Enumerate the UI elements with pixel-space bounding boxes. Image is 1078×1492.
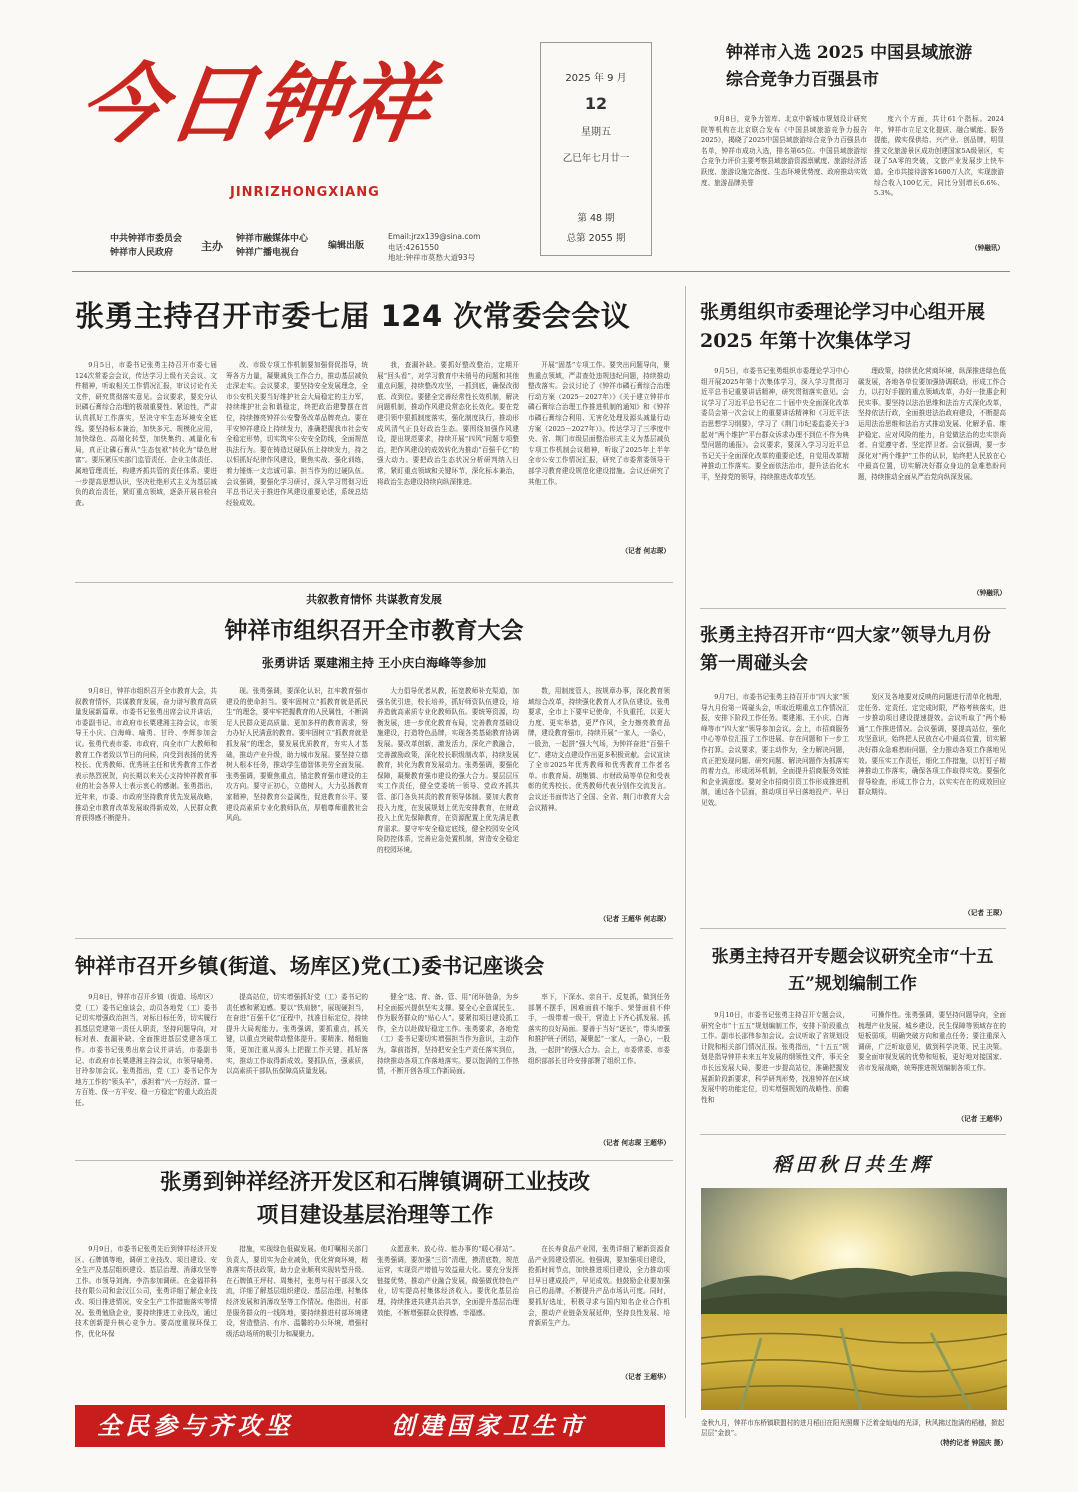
photo-title: 稻田秋日共生辉 bbox=[772, 1154, 934, 1176]
article-standing-committee-col1: 9月5日，市委书记张勇主持召开市委七届124次常委会会议，传达学习上级有关会议、文件精神，听取相关工作情况汇报，审议讨论有关文件，研究贯彻落实意见。会议要求，要充分认识磷石膏综合治理的极端重要性、紧迫性，严肃认真抓好工作落实，坚决守牢生态环境安全底线。要坚持标本兼治，加快多元、规模化应用，加快绿色、高端化转型，加快集约、减量化布局，真正让磷石膏从“生态包袱”转化为“绿色财富”。要压紧压实部门监管责任、企业主体责任、属地管理责任，构建齐抓共管的责任体系。要进一步提高思想认识，坚决杜绝形式主义为基层减负的政治责任，紧盯重点领域，逐条开展自检自查。 bbox=[75, 361, 217, 507]
article-survey-col3: 众愿意来、放心待、能办事的“暖心驿站”。张勇强调，要加强“三资”清理，摸清底数，规范运营，实现资产增值与效益最大化。要充分发挥链接优势，推动产业融合发展，做强做优特色产业，切实提高村集体经济收入。要优化基层治理，持续推进共建共治共享，全面提升基层治理效能，不断增强群众获得感、幸福感。 bbox=[377, 1245, 519, 1317]
dateline-lunar: 乙巳年七月廿一 bbox=[562, 153, 630, 164]
photo-caption bbox=[701, 1418, 1007, 1448]
article-planning-col2: 可操作性。张勇强调，要坚持问题导向，全面梳理产业发展、城乡建设、民生保障等领域存在的短板弱项，明确突破方向和重点任务；要注重深入调研，广泛听取意见，做到科学决策、民主决策。要全面审视发展的优势和短板，更好地对接国家、省市发展战略，统筹推进规划编制各项工作。 bbox=[858, 1011, 1006, 1072]
article-weekly-meeting-col1: 9月7日，市委书记张勇主持召开市“四大家”领导九月份第一周碰头会，听取近期重点工作情况汇报，安排下阶段工作任务。粟建湘、王小庆、白海峰等市“四大家”领导参加会议。会上，市招商服务中心等单位汇报了工作进展、存在问题和下一步工作打算。会议要求，要主动作为，全力解决问题，真正把发现问题、研究问题、解决问题作为抓落实的着力点，形成闭环机制，全面提升招商服务效能和企业满意度。要对全市招商引资工作形成推进机制，通过各个层面，推动项目早日落地投产、早日见效。 bbox=[701, 693, 849, 807]
rice-field-illustration bbox=[701, 1188, 1007, 1410]
dateline-box bbox=[540, 42, 652, 256]
contact-email: Email:jrzx139@sina.com bbox=[388, 232, 481, 241]
publisher-line-2: 钟祥广播电视台 bbox=[236, 248, 300, 258]
article-planning-col1: 9月10日，市委书记张勇主持召开专题会议，研究全市“十五五”规划编制工作，安排下阶段重点工作。副市长邵伟参加会议。会议听取了省规划设计院和相关部门情况汇报。张勇指出，“十五五”规划是指导钟祥未来五年发展的纲领性文件，事关全市长远发展大局，要进一步提高站位，准确把握发展新阶段新要求，科学研判形势，找准钟祥在区域发展中的功能定位，切实增强规划的战略性、前瞻性和 bbox=[701, 1011, 849, 1104]
article-education-subtitle: 张勇讲话 粟建湘主持 王小庆白海峰等参加 bbox=[261, 656, 487, 670]
newspaper-logo: 今日钟祥 bbox=[72, 54, 440, 155]
contact-address: 地址:钟祥市莫愁大道93号 bbox=[388, 253, 476, 262]
article-secretaries-title: 钟祥市召开乡镇(街道、场库区)党(工)委书记座谈会 bbox=[75, 954, 545, 978]
article-county-tourism-col1: 9月8日，竞争力智库、北京中新城市规划设计研究院等机构在北京联合发布《中国县域旅游竞争力报告2025》，揭晓了2025中国县域旅游综合竞争力百强县市名单，钟祥市成功入选，排名第65位。中国县域旅游综合竞争力评价主要考察县域旅游资源禀赋度、旅游经济活跃度、旅游设施完备度、生态环境优势度、政府推动实效度、旅游品牌美誉 bbox=[701, 115, 867, 187]
photo-caption-text: 金秋九月，钟祥市东桥镇联盟村的进月稻田在阳光照耀下泛着金灿灿的光泽，秋风拂过饱满的稻穗，掀起层层“金浪”。 bbox=[701, 1419, 1005, 1437]
article-standing-committee-col3: 我，查漏补缺。要抓好整改整治，定期开展“回头看”，对学习教育中未销号的问题和其他重点问题，持续整改攻坚，一抓到底，确保改彻底、改到位。要健全完善经常性长效机制，解决问题机制，推动作风建设常态化长效化。要在党建引领中狠抓制度落实，强化制度执行，推动形成风清气正良好政治生态。要围绕加强作风建设，提出规范要求，持续开展“四风”问题专项整治，把作风建设的成效转化为推动“百强千亿”的强大动力。要把政治生态状况分析研判纳入日常，紧盯重点领域和关键环节，深化标本兼治，将政治生态建设持续向纵深推进。 bbox=[377, 361, 519, 486]
article-standing-committee-byline: （记者 何志琛） bbox=[621, 547, 670, 555]
article-secretaries-byline: （记者 何志琛 王超华） bbox=[599, 1139, 670, 1147]
publisher-block bbox=[236, 232, 308, 260]
article-education-col4: 数，用制度管人，按规章办事，深化教育领域综合改革，持续强化教育人才队伍建设。张勇要求，全市上下要牢记使命，不负重托，以更大力度、更实举措，更严作风，全力擦亮教育品牌，建设教育强市，持续开展“一家人，一条心，一股劲，一起拼”强大气场，为钟祥奋进“百强千亿”、建功支点建设作出更多积极贡献。会议宣读了全市2025年优秀教师和优秀教育工作者名单。市教育局、胡集镇、市财政局等单位和受表彰的优秀校长、优秀教师代表分别作交流发言。会议还书面传达了全国、全省、荆门市教育大会会议精神。 bbox=[528, 687, 670, 812]
publisher-line-1: 钟祥市融媒体中心 bbox=[236, 234, 309, 244]
article-county-tourism-byline: （钟融讯） bbox=[971, 244, 1004, 252]
contact-phone: 电话:4261550 bbox=[388, 242, 439, 252]
article-survey-col2: 措施，实现绿色低碳发展。他叮嘱相关部门负责人，要切实为企业减负，优化营商环境，精准落实帮扶政策，助力企业顺利实现转型升级。在石牌镇王坪村、周集村，张勇与村干部深入交流，详细了解基层组织建设、基层治理、村集体经济发展和消薄攻坚等工作情况。他指出，村部是服务群众的一线阵地，要持续推进村部环境建设，营造整洁、有序、温馨的办公环境，增强村级活动场所的吸引力和凝聚力。 bbox=[226, 1245, 368, 1338]
dateline-weekday: 星期五 bbox=[581, 127, 611, 138]
slogan-right: 创建国家卫生市 bbox=[391, 1411, 587, 1440]
article-survey-col1: 9月9日，市委书记张勇先后到钟祥经济开发区、石牌镇等地，调研工业技改、项目建设、安全生产及基层组织建设、基层治理、消薄攻坚等工作。市领导刘海、李浩参加调研。在金福祥科技有限公司和金汉江公司，张勇详细了解企业技改、项目推进情况，安全生产工作措施落实等情况。张勇勉励企业，要持续推进工业技改，通过技术创新提升核心竞争力。要高度重视环保工作，优化环保 bbox=[75, 1245, 217, 1338]
article-secretaries-col2: 提高站位，切实增强抓好党（工）委书记的责任感和紧迫感。要以“铁肩膀”，展现硬担当，在奋进“百强千亿”征程中，找准目标定位，持续提升大局观能力。张勇强调，要抓重点，抓关键，以重点突破带动整体提升。要精准、精细施策，更加注重从源头上把握工作关键，抓好落实，推动工作取得新成效。要抓队伍，强素质，以高素质干部队伍保障高质量发展。 bbox=[226, 993, 368, 1076]
article-survey-col4: 在长寿食品产业园，张勇详细了解新资源食品产业园建设情况。他强调，要加强项目建设，抢抓时间节点，加快推进项目建设，全力推动项目早日建成投产，早见成效。他鼓励企业要加强自己的品牌，不断提升产品市场认可度。同时，要抓好选址，积极寻求与国内知名企业合作机会，推动产业链条发展延伸，坚持良性发展、培育新质生产力。 bbox=[528, 1245, 670, 1328]
dateline-day: 12 bbox=[584, 94, 608, 113]
rice-field-photo bbox=[701, 1188, 1007, 1410]
article-secretaries-col3: 健全“选、育、备、管、用”闭环链条，为乡村全面振兴提供坚实支撑。要全心全意谋民生、作为服务群众的“贴心人”。要紧扣项目建设抓工作，全力以赴做好稳定工作。张勇要求，各地党（工）委书记要切实增强担当作为意识，主动作为，靠前指挥，坚持把安全生产责任落实到位，持续推动各项工作落地落实。要以饱满的工作热情，不断开创各项工作新局面。 bbox=[377, 993, 519, 1076]
publisher-label: 编辑出版 bbox=[328, 241, 365, 251]
divider-2 bbox=[75, 582, 673, 583]
article-survey-title: 张勇到钟祥经济开发区和石牌镇调研工业技改项目建设基层治理等工作 bbox=[159, 1170, 590, 1228]
article-education-col3: 大力倡导优者从教，拓宽教师补充渠道，加强名优引进，校长培养，抓好师资队伍建设，培养造就高素质专业化教师队伍。要统筹资源，均衡发展，进一步优化教育布局，完善教育基础设施建设，打造特色品牌，实现各类基础教育协调发展。要改革创新，激发活力，深化产教融合，完善激励政策，深化校长职级制改革，持续发展教育，转化为教育发展动力。张勇强调，要强化保障，凝聚教育强市建设的强大合力。要层层压实工作责任，健全党委统一领导、党政齐抓共管、部门各负其责的教育领导体制。要加大教育投入力度，在发展规划上优先安排教育，在财政投入上优先保障教育，在资源配置上优先满足教育需求。要守牢安全稳定底线，健全校园安全风险防控体系，完善应急处置机制，营造安全稳定的校园环境。 bbox=[377, 687, 519, 854]
sponsor-block bbox=[110, 232, 182, 260]
article-secretaries-col4: 率下，下深水、亲自干、反复抓，做到任务部署不摆手，困难面前不缩手、荣誉面前不伸手，一级带着一级干，营造上下齐心抓发展、抓落实的良好局面。要善于当好“逐长”，带头增强和推护班子团结，凝聚起“一家人，一条心，一股劲，一起拼”的强大合力。会上，市委常委、市委组织部部长甘玲安排部署了组织工作。 bbox=[528, 993, 670, 1065]
article-county-tourism-title: 钟祥市入选 2025 中国县域旅游综合竞争力百强县市 bbox=[726, 43, 973, 90]
article-theory-study-col2: 理政策，持续优化营商环境，纵深推进绿色低碳发展，各地各单位要加强协调联动，形成工作合力，以打好手握的重点领域改革，办好一批惠企利民实事。要坚持以法治思维和法治方式深化改革，坚持依法行政，全面推进法治政府建设，不断提高运用法治思维和法治方式推动发展、化解矛盾、维护稳定、应对风险的能力，自觉做法治的忠实崇尚者、自觉遵守者、坚定捍卫者。会议强调，要一步深化对“两个维护”工作的认识，始终把人民放在心中最高位置，切实解决好群众身边的急难愁盼问题，持续推动全面从严治党向纵深发展。 bbox=[858, 367, 1006, 481]
divider-6 bbox=[75, 1160, 673, 1161]
article-planning-title: 张勇主持召开专题会议研究全市“十五五”规划编制工作 bbox=[711, 947, 994, 994]
sponsor-label: 主办 bbox=[201, 240, 223, 253]
contact-block bbox=[388, 232, 480, 264]
article-theory-study-col1: 9月5日，市委书记张勇组织市委理论学习中心组开展2025年第十次集体学习，深入学习贯彻习近平总书记重要讲话精神，研究贯彻落实意见。会议学习了习近平总书记在二十届中央全面深化改革委员会第一次会议上的重要讲话精神和《习近平法治思想学习纲要》，学习了《荆门市纪委监委关于3起对“两个维护”平台群众诉求办理不到位不作为典型问题的通报》。会议要求，要深入学习习近平总书记关于全面深化改革的重要论述，自觉用改革精神推动工作落实。要全面依法治市，提升法治化水平，坚持党的领导，持续推进改革攻坚。 bbox=[701, 367, 849, 481]
photo-credit: （特约记者 钟国庆 摄） bbox=[936, 1439, 1007, 1447]
article-education-title: 钟祥市组织召开全市教育大会 bbox=[224, 617, 524, 644]
article-education-kicker: 共叙教育情怀 共谋教育发展 bbox=[306, 593, 442, 606]
article-standing-committee-col4: 开展“固基”专项工作。要突出问题导向，聚焦重点领域，严肃查处违规违纪问题，持续推动整改落实。会议讨论了《钟祥市磷石膏综合治理行动方案（2025－2027年）》《关于建立钟祥市磷石膏综合治理工作推进机制的通知》和《钟祥市磷石膏综合利用、无害化处理及源头减量行动方案（2025－2027年）》。传达学习了三季度中央、省、荆门市级层面整治形式主义为基层减负专项工作机制会议精神，听取了2025年上半年全市公安工作情况汇报，研究了市委常委领导干部学习教育建设规范化建设措施。会议还研究了其他工作。 bbox=[528, 361, 670, 486]
dateline-total: 总第 2055 期 bbox=[566, 233, 626, 244]
article-planning-byline: （记者 王超华） bbox=[957, 1115, 1006, 1123]
article-weekly-meeting-byline: （记者 王琛） bbox=[964, 909, 1006, 917]
article-county-tourism-col2: 度六个方面，共计61个指标。2024年，钟祥市立足文化提质、融合赋能、服务提能，做实保供给、兴产业、创品牌，明显推文化旅游景区成功创建国家5A级景区，实现了5A零的突破，文旅产业发展步上快车道。全市共接待游客1600万人次，实现旅游综合收入100亿元，同比分别增长6.6%、5.3%。 bbox=[874, 115, 1004, 198]
article-education-col2: 现。张勇强调，要深化认识，扛牢教育强市建设的使命担当。要牢固树立“抓教育就是抓民生”的理念，要牢牢把握教育的人民属性，不断满足人民群众更高质量、更加多样的教育需求，努力办好人民满意的教育。要牢固树立“抓教育就是抓发展”的理念，要发展优质教育，夯实人才基础，推动产业升级，助力城市发展。要坚持立德树人根本任务，推动学生德智体美劳全面发展。张勇强调，要聚焦重点，锚定教育强市建设的主攻方向。要守正初心，立德树人，大力弘扬教育家精神，坚持教育公益属性，促进教育公平。要建设高素质专业化教师队伍，厚植尊师重教社会风尚。 bbox=[226, 687, 368, 823]
sponsor-line-1: 中共钟祥市委员会 bbox=[110, 234, 183, 244]
article-education-byline: （记者 王超华 何志琛） bbox=[599, 915, 670, 923]
article-education-col1: 9月8日，钟祥市组织召开全市教育大会，共叙教育情怀，共谋教育发展，奋力谱写教育高质量发展新篇章。市委书记张勇出席会议并讲话，市委副书记、市政府市长粟建湘主持会议，市领导王小庆、白海峰、喻勇、甘玲、李辉参加会议。张勇代表市委、市政府，向全市广大教师和教育工作者致以节日的问候，向受到表扬的优秀校长、优秀教师、优秀班主任和优秀教育工作者表示热烈祝贺，向长期以来关心支持钟祥教育事业的社会各界人士表示衷心的感谢。张勇指出，近年来，市委、市政府坚持教育优先发展战略，推动全市教育改革发展取得新成效，人民群众教育获得感不断提升。 bbox=[75, 687, 217, 823]
divider-5 bbox=[700, 928, 1006, 929]
slogan-left: 全民参与齐攻坚 bbox=[97, 1411, 293, 1440]
slogan-banner bbox=[75, 1405, 665, 1447]
sponsor-line-2: 钟祥市人民政府 bbox=[110, 248, 174, 258]
dateline-year-month: 2025 年 9 月 bbox=[565, 73, 627, 84]
article-standing-committee-title: 张勇主持召开市委七届 124 次常委会会议 bbox=[75, 299, 631, 333]
logo-pinyin: JINRIZHONGXIANG bbox=[230, 185, 380, 200]
article-standing-committee-col2: 改、市级专项工作机制要加强督促指导，统筹各方力量，凝聚减负工作合力，推动基层减负走深走实。会议要求，要坚持安全发展理念，全市公安机关要当好维护社会大局稳定的主力军，持续维护社会和谐稳定，终把政治建警摆在首位，持续擦亮钟祥公安警务改革品牌亮点。要在平安钟祥建设上持续发力，准确把握我市社会安全稳定形势，切实筑牢公安安全防线，全面规范执法行为。要在铸造过硬队伍上持续发力，持之以恒抓好纪律作风建设，聚焦实战、强化训练，着力锤炼一支忠诚可靠、担当作为的过硬队伍。会议强调，要强化学习研讨，深入学习贯彻习近平总书记关于推进作风建设重要论述，系统总结经验成效。 bbox=[226, 361, 368, 507]
divider-3 bbox=[700, 608, 1006, 609]
article-survey-byline: （记者 王超华） bbox=[621, 1373, 670, 1381]
dateline-issue: 第 48 期 bbox=[577, 213, 615, 224]
article-weekly-meeting-title: 张勇主持召开市“四大家”领导九月份第一周碰头会 bbox=[700, 625, 991, 674]
divider-4 bbox=[75, 938, 673, 939]
header-divider bbox=[72, 271, 1010, 272]
divider-7 bbox=[700, 1134, 1006, 1135]
article-secretaries-col1: 9月8日，钟祥市召开乡镇（街道、场库区）党（工）委书记座谈会，动员各地党（工）委书记切实增强政治担当，对标目标任务，切实履行抓基层党建第一责任人职责，坚持问题导向，对标对表、查漏补缺、全面推进基层党建各项工作。市委书记张勇出席会议并讲话，市委副书记、市政府市长粟建湘主持会议，市领导喻勇、甘玲参加会议。张勇指出，党（工）委书记作为地方工作的“领头羊”，承担着“兴一方经济、富一方百姓、保一方平安、稳一方稳定”的重大政治责任。 bbox=[75, 993, 217, 1107]
article-theory-study-byline: （钟融讯） bbox=[973, 589, 1006, 597]
masthead bbox=[70, 40, 540, 270]
article-weekly-meeting-col2: 发区及各地要对反映的问题进行清单化梳理，定任务、定责任、定完成时限，严格考核落实，进一步推动项目建设提速提效。会议听取了“两个畅通”工作推进情况。会议强调，要提高站位，强化攻坚意识，始终把人民放在心中最高位置，切实解决好群众急难愁盼问题，全力推动各项工作落地见效。要压实工作责任，细化工作措施，以钉钉子精神推动工作落实，确保各项工作取得实效。要强化督导检查，形成工作合力，以实实在在的成效回应群众期待。 bbox=[858, 693, 1006, 797]
article-theory-study-title: 张勇组织市委理论学习中心组开展 2025 年第十次集体学习 bbox=[700, 301, 986, 352]
column-divider-right bbox=[685, 286, 686, 1418]
